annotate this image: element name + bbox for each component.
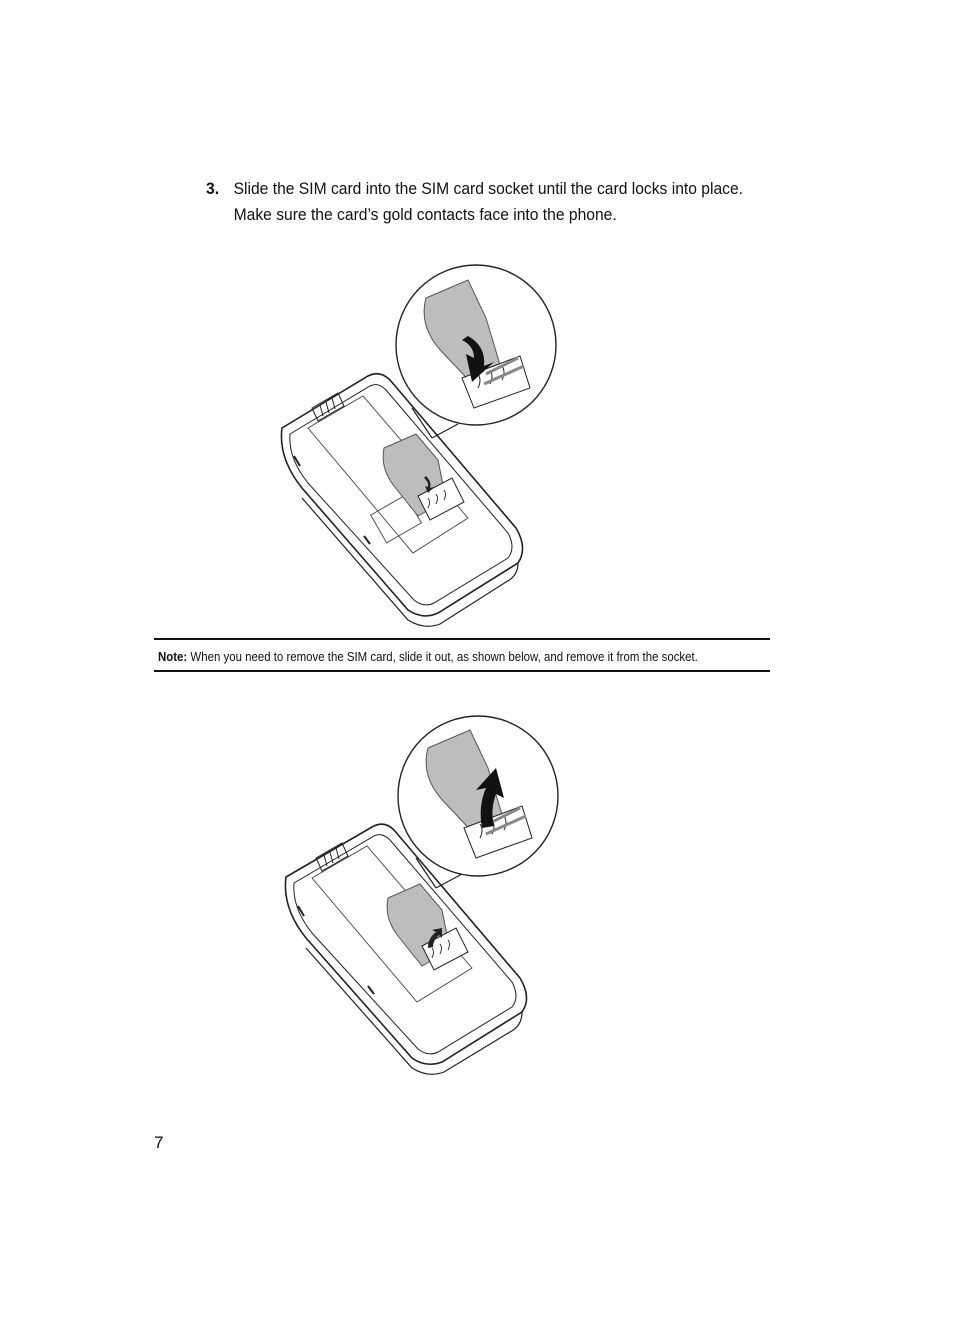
step-number: 3. [206, 179, 220, 198]
step-text-line-2: Make sure the card’s gold contacts face into the phone. [233, 205, 617, 224]
step-text [234, 176, 786, 228]
page-number: 7 [154, 1133, 164, 1152]
sim-remove-icon [268, 712, 568, 1072]
note-label: Note: [158, 649, 188, 664]
sim-remove-illustration [268, 712, 568, 1072]
note-text: When you need to remove the SIM card, slide it out, as shown below, and remove it from the socket. [190, 649, 698, 664]
sim-insert-icon [268, 258, 568, 628]
note-line [158, 649, 698, 664]
sim-insert-illustration [268, 258, 568, 628]
note-box [154, 638, 770, 672]
step-text-line-1: Slide the SIM card into the SIM card socket until the card locks into place. [233, 179, 744, 198]
